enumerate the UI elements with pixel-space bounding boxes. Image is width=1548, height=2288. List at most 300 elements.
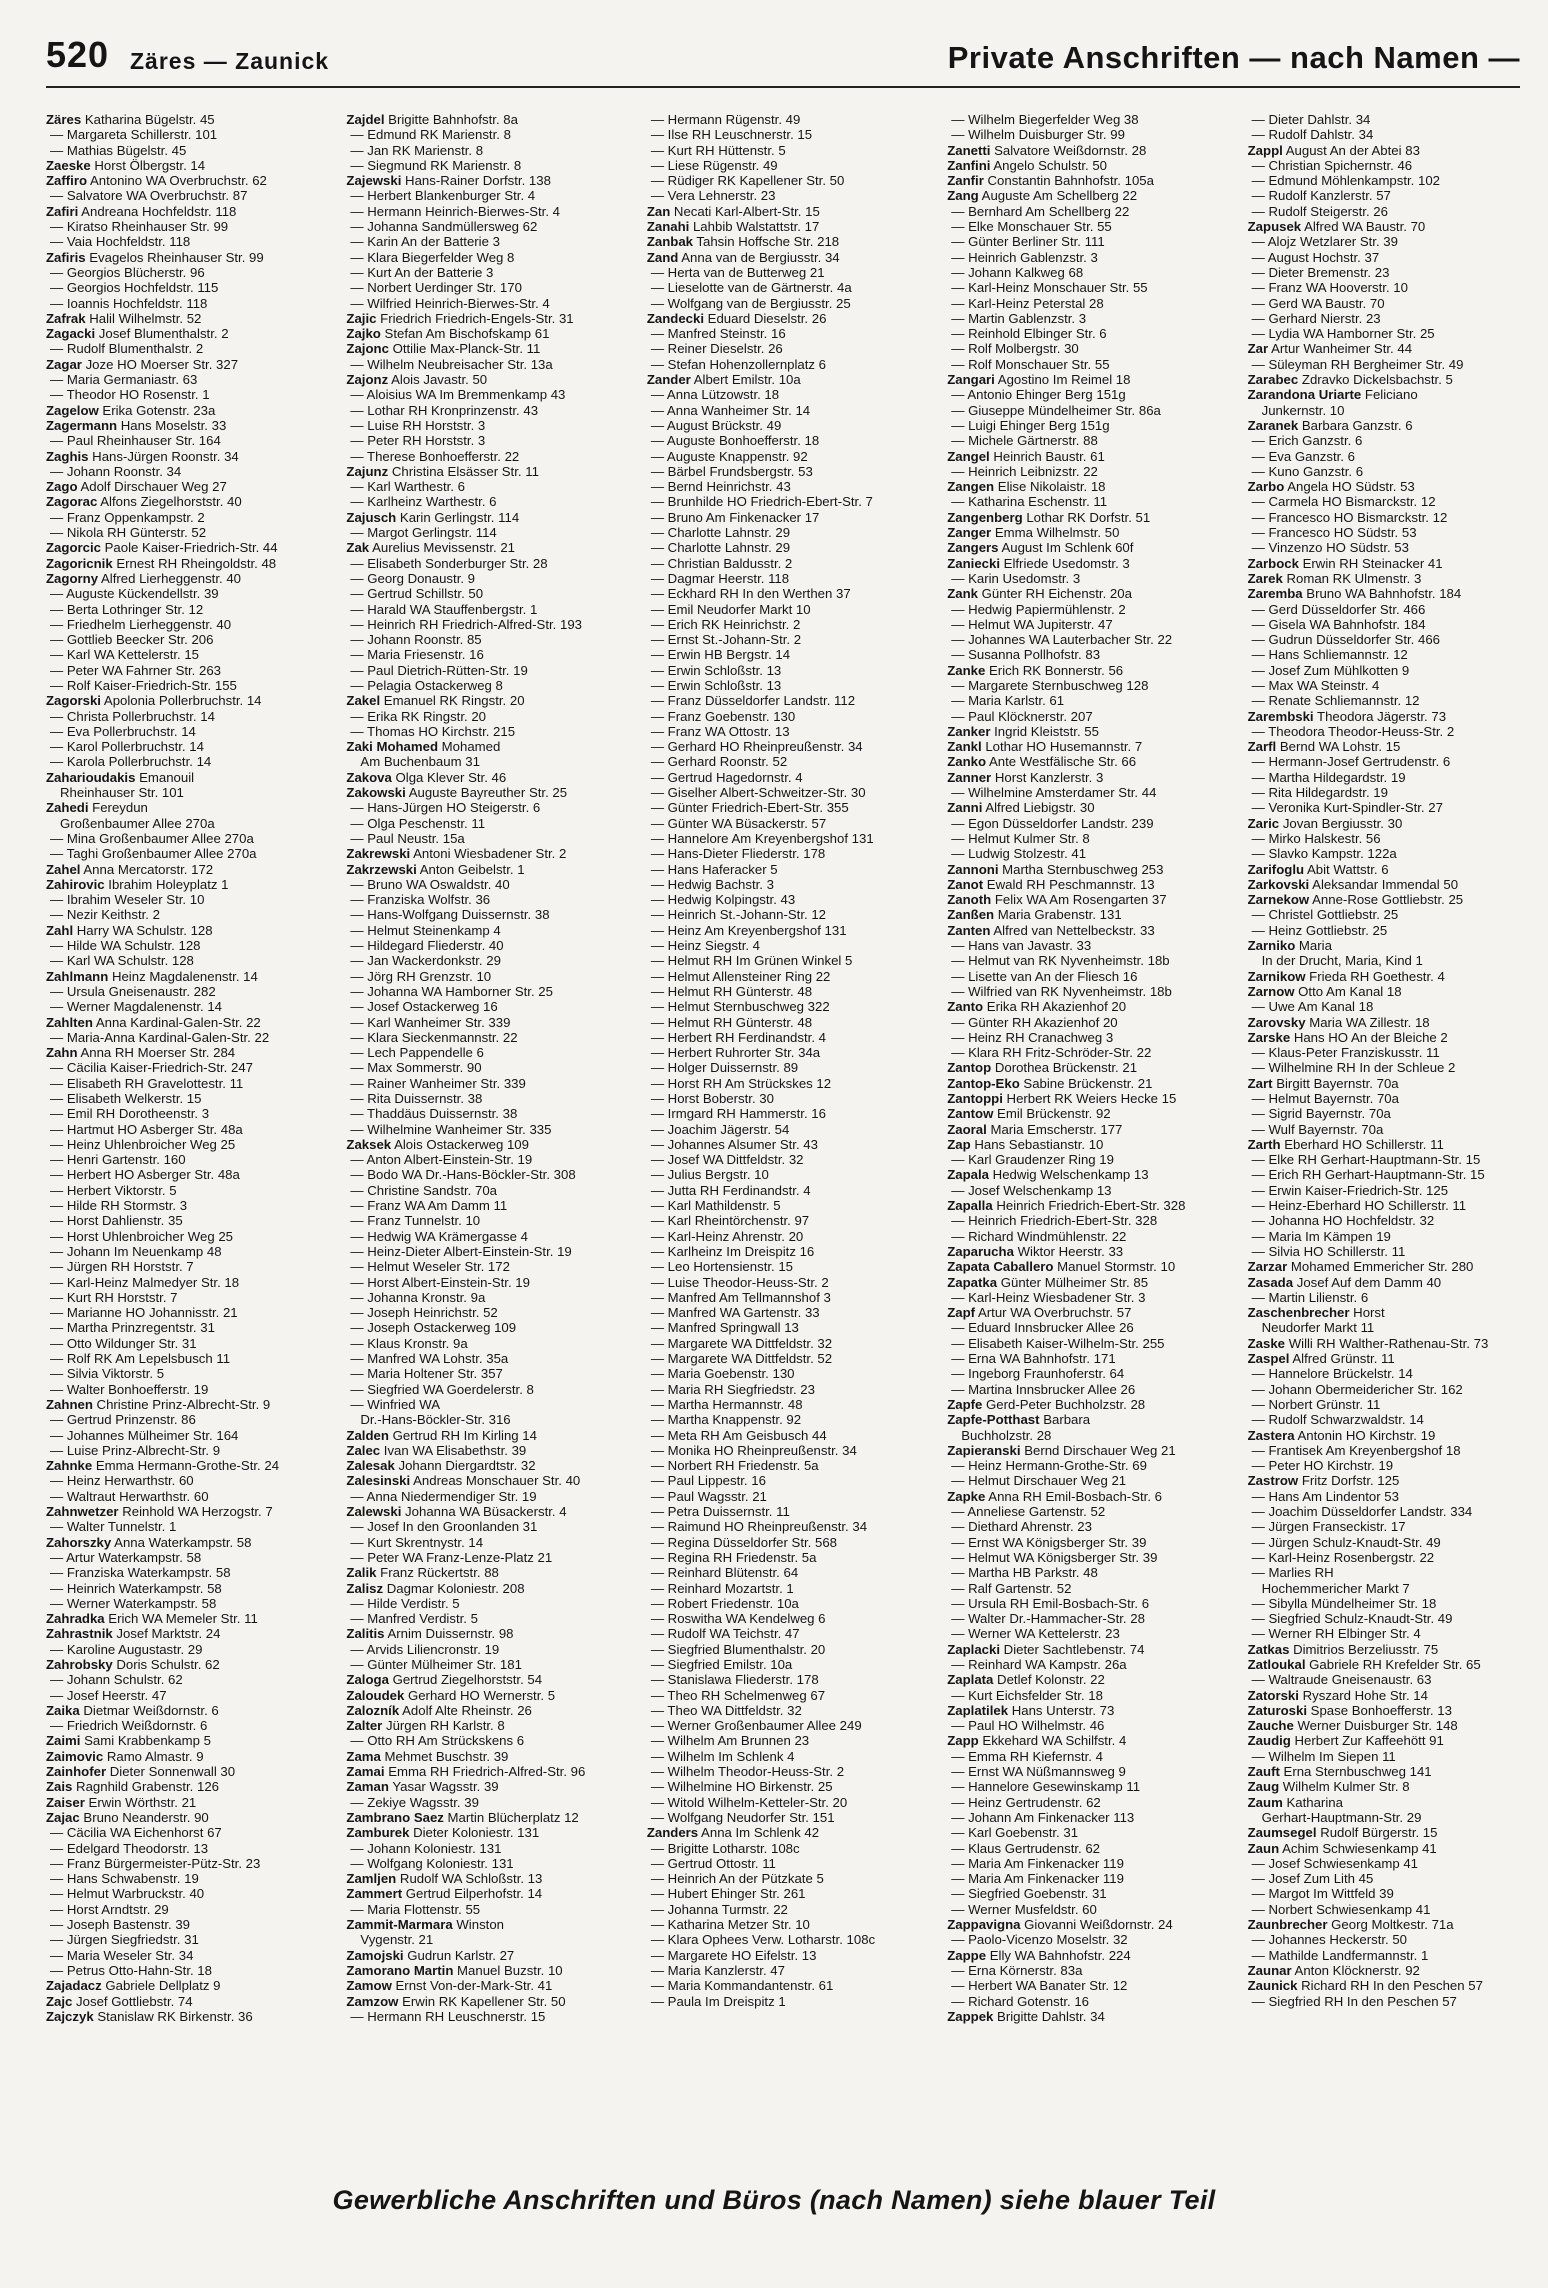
entry-details: — Josef In den Groonlanden 31: [350, 1519, 538, 1535]
entry-surname: Zafiri: [46, 203, 79, 219]
section-title: Private Anschriften — nach Namen —: [947, 40, 1520, 75]
entry-surname: Zaplatilek: [947, 1702, 1009, 1718]
directory-entry: [647, 1535, 937, 1550]
entry-details: — Helmut RH Günterstr. 48: [650, 983, 813, 999]
entry-details: — Brunhilde HO Friedrich-Ebert-Str. 7: [650, 494, 873, 510]
entry-details: — Christel Gottliebstr. 25: [1251, 907, 1399, 923]
directory-entry: [947, 1810, 1237, 1825]
entry-details: Ante Westfälische Str. 66: [986, 754, 1137, 770]
directory-entry: [647, 326, 937, 341]
entry-details: — Karl Rheintörchenstr. 97: [650, 1213, 810, 1229]
directory-entry: [346, 173, 636, 188]
entry-surname: Zapusek: [1247, 219, 1302, 235]
entry-details: Ewald RH Peschmannstr. 13: [983, 876, 1155, 892]
entry-details: — Gerd Düsseldorfer Str. 466: [1251, 601, 1426, 617]
entry-details: — Jörg RH Grenzstr. 10: [350, 968, 492, 984]
directory-entry: [947, 464, 1237, 479]
entry-details: — Siegfried Schulz-Knaudt-Str. 49: [1251, 1611, 1453, 1627]
entry-details: — Walter Dr.-Hammacher-Str. 28: [951, 1611, 1145, 1627]
entry-details: Anton Klöcknerstr. 92: [1291, 1962, 1420, 1978]
entry-details: — Jan RK Marienstr. 8: [350, 142, 484, 158]
directory-entry: [647, 296, 937, 311]
entry-details: — Bruno WA Oswaldstr. 40: [350, 876, 510, 892]
entry-details: — Herbert Ruhrorter Str. 34a: [650, 1045, 821, 1061]
directory-entry: [947, 754, 1237, 769]
directory-entry: [647, 418, 937, 433]
directory-entry: [1248, 816, 1538, 831]
directory-entry: [1248, 143, 1538, 158]
entry-details: — Wolfgang van de Bergiusstr. 25: [650, 295, 851, 311]
entry-details: Brigitte Bahnhofstr. 8a: [384, 112, 518, 127]
entry-details: Antoni Wiesbadener Str. 2: [410, 846, 567, 862]
directory-entry: [647, 1336, 937, 1351]
directory-entry: [1248, 387, 1538, 402]
directory-entry: [1248, 1122, 1538, 1137]
directory-entry: [46, 892, 336, 907]
entry-details: — Georg Donaustr. 9: [350, 570, 476, 586]
entry-details: Artur Wanheimer Str. 44: [1268, 341, 1413, 357]
directory-entry: [1248, 1030, 1538, 1045]
directory-entry: [346, 158, 636, 173]
entry-surname: Zapp: [947, 1733, 979, 1749]
directory-entry: [1248, 250, 1538, 265]
entry-details: — Horst RH Am Strückskes 12: [650, 1075, 832, 1091]
entry-surname: Zanfini: [947, 157, 991, 173]
entry-details: Georg Moltkestr. 71a: [1327, 1917, 1454, 1933]
directory-entry: [46, 1473, 336, 1488]
entry-details: — Wilhelm Biegerfelder Weg 38: [951, 112, 1139, 127]
directory-entry: [346, 204, 636, 219]
directory-entry: [947, 1626, 1237, 1641]
entry-surname: Zalden: [346, 1427, 389, 1443]
directory-entry: [947, 449, 1237, 464]
entry-details: Harry WA Schulstr. 128: [73, 922, 213, 938]
entry-details: — Heinz Herwarthstr. 60: [50, 1473, 194, 1489]
directory-entry: [46, 1856, 336, 1871]
directory-entry: [346, 494, 636, 509]
directory-entry: [647, 969, 937, 984]
entry-details: — Wilhelm Theodor-Heuss-Str. 2: [650, 1764, 845, 1780]
entry-surname: Zarandona Uriarte: [1247, 387, 1362, 403]
entry-details: Wiktor Heerstr. 33: [1013, 1243, 1124, 1259]
directory-entry: [647, 280, 937, 295]
entry-details: — Maria Kanzlerstr. 47: [650, 1962, 785, 1978]
entry-surname: Zagar: [46, 356, 82, 372]
entry-surname: Zagorac: [46, 494, 98, 510]
directory-entry: [46, 127, 336, 142]
entry-surname: Zajdel: [346, 112, 385, 127]
directory-entry: [647, 387, 937, 402]
entry-surname: Zaumsegel: [1247, 1825, 1317, 1841]
directory-entry: [346, 1565, 636, 1580]
directory-entry: [947, 709, 1237, 724]
directory-entry: [947, 1244, 1237, 1259]
directory-entry: [947, 1963, 1237, 1978]
entry-details: — Christine Sandstr. 70a: [350, 1182, 498, 1198]
entry-details: Friedrich Friedrich-Engels-Str. 31: [376, 310, 574, 326]
entry-details: — Martha Hermannstr. 48: [650, 1396, 803, 1412]
directory-entry: [346, 1428, 636, 1443]
entry-details: — Karl Mathildenstr. 5: [650, 1198, 781, 1214]
directory-entry: [647, 1596, 937, 1611]
entry-surname: Zajonz: [346, 372, 389, 388]
directory-entry: [1248, 433, 1538, 448]
directory-entry: [346, 1458, 636, 1473]
directory-entry: [1248, 1749, 1538, 1764]
directory-entry: [1248, 1229, 1538, 1244]
directory-entry: [46, 1244, 336, 1259]
entry-details: — Reinhard Mozartstr. 1: [650, 1580, 794, 1596]
entry-details: Alois Ostackerweg 109: [391, 1136, 529, 1152]
directory-entry: [346, 678, 636, 693]
entry-details: — Erna Körnerstr. 83a: [951, 1962, 1083, 1978]
directory-listing: [46, 112, 1538, 2160]
directory-entry: [647, 1550, 937, 1565]
entry-details: — Auguste Bonhoefferstr. 18: [650, 433, 820, 449]
directory-entry: [46, 1764, 336, 1779]
directory-entry: [346, 1382, 636, 1397]
directory-entry: [647, 1657, 937, 1672]
entry-details: Frieda RH Goethestr. 4: [1305, 968, 1445, 984]
entry-surname: Zahnwetzer: [46, 1504, 119, 1520]
entry-details: Dagmar Koloniestr. 208: [383, 1580, 525, 1596]
entry-details: — Karl WA Schulstr. 128: [50, 953, 194, 969]
directory-entry: [1248, 969, 1538, 984]
entry-surname: Zagelow: [46, 402, 99, 418]
entry-details: — Maria Germaniastr. 63: [50, 372, 198, 388]
entry-surname: Zajac: [46, 1809, 80, 1825]
directory-entry: [346, 1504, 636, 1519]
entry-surname: Zan: [646, 203, 671, 219]
entry-details: — Irmgard RH Hammerstr. 16: [650, 1106, 826, 1122]
entry-details: Johanna WA Büsackerstr. 4: [401, 1504, 567, 1520]
directory-entry: [346, 1733, 636, 1748]
entry-surname: Zamorano Martin: [346, 1962, 454, 1978]
entry-details: Brigitte Dahlstr. 34: [993, 2008, 1105, 2024]
directory-entry: [947, 280, 1237, 295]
entry-details: Alfred Lierheggenstr. 40: [98, 570, 241, 586]
entry-surname: Zannoni: [947, 861, 999, 877]
entry-details: — Karl Goebenstr. 31: [951, 1825, 1079, 1841]
directory-entry: [46, 1917, 336, 1932]
entry-details: Erich RK Bonnerstr. 56: [985, 662, 1124, 678]
entry-surname: Zahirovic: [46, 876, 105, 892]
directory-entry: [346, 1489, 636, 1504]
entry-details: Josef Marktstr. 24: [112, 1626, 221, 1642]
entry-details: — Reinhard WA Kampstr. 26a: [951, 1656, 1127, 1672]
entry-surname: Zaudig: [1247, 1733, 1291, 1749]
directory-entry: [647, 479, 937, 494]
directory-entry: [346, 1320, 636, 1335]
directory-entry: [947, 892, 1237, 907]
entry-details: Horst Ölbergstr. 14: [90, 157, 206, 173]
entry-details: — Francesco HO Bismarckstr. 12: [1251, 509, 1448, 525]
entry-details: — Klaus-Peter Franziskusstr. 11: [1251, 1045, 1440, 1061]
directory-entry: [947, 1733, 1237, 1748]
directory-entry: [947, 1428, 1237, 1443]
entry-surname: Zamljen: [346, 1871, 397, 1887]
entry-surname: Zajadacz: [46, 1978, 102, 1994]
entry-details: — Witold Wilhelm-Ketteler-Str. 20: [650, 1794, 848, 1810]
directory-entry: [346, 234, 636, 249]
directory-entry: [1248, 953, 1538, 968]
directory-entry: [947, 1764, 1237, 1779]
directory-entry: [947, 1106, 1237, 1121]
directory-entry: [647, 1626, 937, 1641]
entry-surname: Zaschenbrecher: [1247, 1305, 1350, 1321]
directory-entry: [1248, 586, 1538, 601]
entry-details: — Maria Am Finkenacker 119: [951, 1871, 1124, 1887]
entry-details: — Rita Duissernstr. 38: [350, 1091, 483, 1106]
entry-details: In der Drucht, Maria, Kind 1: [1261, 953, 1423, 969]
entry-details: Manuel Stormstr. 10: [1053, 1259, 1176, 1275]
entry-details: Abit Wattstr. 6: [1304, 861, 1389, 877]
entry-details: — Elisabeth Sonderburger Str. 28: [350, 555, 548, 571]
entry-details: — Martha HB Parkstr. 48: [951, 1565, 1098, 1581]
page-name-range: Zäres — Zaunick: [130, 48, 330, 74]
entry-details: — Luise Prinz-Albrecht-Str. 9: [50, 1442, 221, 1458]
directory-entry: [947, 2009, 1237, 2024]
directory-entry: [1248, 754, 1538, 769]
directory-entry: [46, 1076, 336, 1091]
directory-entry: [46, 571, 336, 586]
directory-entry: [647, 938, 937, 953]
entry-details: Roman RK Ulmenstr. 3: [1282, 570, 1422, 586]
directory-entry: [947, 1932, 1237, 1947]
directory-entry: [647, 219, 937, 234]
entry-details: — Theodor HO Rosenstr. 1: [50, 387, 210, 403]
directory-entry: [346, 1581, 636, 1596]
directory-entry: [1248, 510, 1538, 525]
directory-entry: [346, 311, 636, 326]
entry-details: — Franziska Waterkampstr. 58: [50, 1565, 231, 1581]
directory-entry: [1248, 1856, 1538, 1871]
directory-entry: [947, 1198, 1237, 1213]
entry-details: Apolonia Pollerbruchstr. 14: [100, 693, 262, 709]
entry-details: — Walter Tunnelstr. 1: [50, 1519, 177, 1535]
directory-entry: [346, 403, 636, 418]
entry-details: — Giuseppe Mündelheimer Str. 86a: [951, 402, 1161, 418]
entry-details: — Hannelore Am Kreyenbergshof 131: [650, 830, 874, 846]
directory-entry: [46, 754, 336, 769]
entry-details: — Luise RH Horststr. 3: [350, 417, 486, 433]
entry-details: — Horst Albert-Einstein-Str. 19: [350, 1274, 530, 1290]
directory-entry: [947, 1473, 1237, 1488]
entry-surname: Zäres: [46, 112, 82, 127]
entry-details: Ottilie Max-Planck-Str. 11: [388, 341, 541, 357]
entry-details: — Arvids Liliencronstr. 19: [350, 1641, 500, 1657]
entry-surname: Zalec: [346, 1442, 381, 1458]
directory-entry: [1248, 540, 1538, 555]
entry-details: — Wulf Bayernstr. 70a: [1251, 1121, 1384, 1137]
entry-details: Necati Karl-Albert-Str. 15: [670, 203, 820, 219]
entry-details: — Emil Neudorfer Markt 10: [650, 601, 811, 617]
directory-entry: [647, 1473, 937, 1488]
entry-details: — Günter Mülheimer Str. 181: [350, 1656, 522, 1672]
entry-details: Werner Duisburger Str. 148: [1293, 1718, 1458, 1734]
entry-details: — Nezir Keithstr. 2: [50, 907, 160, 923]
directory-entry: [346, 1978, 636, 1993]
entry-details: Erna Sternbuschweg 141: [1279, 1764, 1432, 1780]
entry-surname: Zahnke: [46, 1458, 93, 1474]
entry-surname: Zaug: [1247, 1779, 1280, 1795]
directory-entry: [346, 449, 636, 464]
directory-entry: [947, 1581, 1237, 1596]
entry-details: Andreana Hochfeldstr. 118: [78, 203, 237, 219]
directory-entry: [46, 1198, 336, 1213]
entry-details: — Josef Zum Mühlkotten 9: [1251, 662, 1410, 678]
directory-entry: [947, 1275, 1237, 1290]
directory-entry: [1248, 1259, 1538, 1274]
entry-details: Ivan WA Elisabethstr. 39: [380, 1442, 527, 1458]
entry-details: — Karin Usedomstr. 3: [951, 570, 1081, 586]
entry-details: Rheinhauser Str. 101: [60, 785, 184, 801]
directory-entry: [46, 678, 336, 693]
entry-surname: Zaske: [1247, 1335, 1286, 1351]
directory-entry: [647, 1213, 937, 1228]
directory-entry: [647, 143, 937, 158]
entry-details: Detlef Kolonstr. 22: [993, 1672, 1105, 1688]
entry-details: Joze HO Moerser Str. 327: [81, 356, 239, 372]
directory-entry: [46, 357, 336, 372]
directory-entry: [947, 387, 1237, 402]
directory-entry: [1248, 1428, 1538, 1443]
directory-entry: [647, 724, 937, 739]
directory-entry: [1248, 1642, 1538, 1657]
directory-entry: [647, 1076, 937, 1091]
directory-entry: [947, 1229, 1237, 1244]
entry-details: — Rudolf Schwarzwaldstr. 14: [1251, 1412, 1424, 1428]
entry-details: Buchholzstr. 28: [961, 1427, 1052, 1443]
directory-entry: [46, 1611, 336, 1626]
directory-entry: [346, 2009, 636, 2024]
directory-entry: [647, 754, 937, 769]
directory-entry: [647, 846, 937, 861]
entry-surname: Zalisz: [346, 1580, 384, 1596]
entry-details: Dieter Sonnenwall 30: [106, 1764, 236, 1780]
entry-details: Herbert RK Weiers Hecke 15: [1002, 1091, 1177, 1106]
entry-details: — Johanna Kronstr. 9a: [350, 1289, 486, 1305]
directory-entry: [947, 433, 1237, 448]
entry-details: — Vera Lehnerstr. 23: [650, 188, 776, 204]
entry-details: Josef Gottliebstr. 74: [72, 1993, 193, 2009]
directory-entry: [647, 1275, 937, 1290]
entry-surname: Zanfir: [947, 173, 984, 189]
entry-details: — Maria Karlstr. 61: [951, 693, 1065, 709]
entry-details: — Artur Waterkampstr. 58: [50, 1549, 202, 1565]
entry-surname: Zarbo: [1247, 479, 1285, 495]
entry-details: — Werner Großenbaumer Allee 249: [650, 1718, 862, 1734]
entry-details: — Karl-Heinz Wiesbadener Str. 3: [951, 1289, 1146, 1305]
entry-details: — Katharina Metzer Str. 10: [650, 1917, 810, 1933]
entry-details: Adolf Dirschauer Weg 27: [77, 479, 227, 495]
directory-entry: [46, 693, 336, 708]
entry-details: — Rudolf WA Teichstr. 47: [650, 1626, 800, 1642]
directory-entry: [346, 1366, 636, 1381]
entry-details: — Max WA Steinstr. 4: [1251, 677, 1380, 693]
directory-entry: [647, 831, 937, 846]
entry-details: — Herbert Blankenburger Str. 4: [350, 188, 536, 204]
entry-surname: Zagorny: [46, 570, 99, 586]
directory-entry: [947, 724, 1237, 739]
directory-entry: [1248, 632, 1538, 647]
entry-details: Martin Blücherplatz 12: [443, 1809, 579, 1825]
entry-details: — Johanna Sandmüllersweg 62: [350, 219, 538, 235]
entry-details: — Peter WA Fahrner Str. 263: [50, 662, 222, 678]
directory-entry: [46, 1183, 336, 1198]
directory-entry: [46, 663, 336, 678]
directory-entry: [647, 1290, 937, 1305]
entry-details: — Erwin Schloßstr. 13: [650, 677, 782, 693]
entry-surname: Zago: [46, 479, 78, 495]
directory-entry: [1248, 1060, 1538, 1075]
entry-details: — August Hochstr. 37: [1251, 249, 1380, 265]
entry-details: — Reinhard Blütenstr. 64: [650, 1565, 799, 1581]
directory-entry: [647, 739, 937, 754]
entry-surname: Zarek: [1247, 570, 1283, 586]
directory-entry: [1248, 693, 1538, 708]
entry-details: — Klara Biegerfelder Weg 8: [350, 249, 515, 265]
entry-details: — Wilhelmine HO Birkenstr. 25: [650, 1779, 833, 1795]
entry-details: — Bernhard Am Schellberg 22: [951, 203, 1130, 219]
directory-entry: [346, 1473, 636, 1488]
entry-details: — Gerhard Nierstr. 23: [1251, 310, 1381, 326]
entry-details: Olga Klever Str. 46: [391, 769, 507, 785]
entry-surname: Zart: [1247, 1075, 1273, 1091]
entry-details: Halil Wilhelmstr. 52: [85, 310, 202, 326]
directory-entry: [1248, 326, 1538, 341]
entry-details: — Hilde RH Stormstr. 3: [50, 1198, 188, 1214]
directory-entry: [1248, 525, 1538, 540]
directory-entry: [1248, 999, 1538, 1014]
directory-entry: [647, 1795, 937, 1810]
entry-details: — Jan Wackerdonkstr. 29: [350, 953, 501, 969]
entry-details: — Stanislawa Fliederstr. 178: [650, 1672, 819, 1688]
directory-entry: [46, 250, 336, 265]
directory-entry: [46, 1733, 336, 1748]
directory-entry: [947, 647, 1237, 662]
entry-details: — Martha Hildegardstr. 19: [1251, 769, 1406, 785]
page-header: [46, 34, 1520, 88]
directory-entry: [346, 831, 636, 846]
directory-entry: [346, 862, 636, 877]
entry-details: — Joachim Jägerstr. 54: [650, 1121, 790, 1137]
entry-details: — Heinz-Eberhard HO Schillerstr. 11: [1251, 1198, 1467, 1214]
entry-details: Feliciano: [1361, 387, 1418, 403]
entry-details: Anna Im Schlenk 42: [698, 1825, 820, 1841]
directory-entry: [1248, 923, 1538, 938]
directory-entry: [346, 709, 636, 724]
entry-details: — Christa Pollerbruchstr. 14: [50, 708, 215, 724]
entry-details: Emanouil: [135, 769, 195, 785]
directory-entry: [947, 1091, 1237, 1106]
entry-details: — Dieter Dahlstr. 34: [1251, 112, 1371, 127]
entry-details: Johann Diergardtstr. 32: [394, 1458, 536, 1474]
directory-entry: [46, 1167, 336, 1182]
entry-surname: Zauche: [1247, 1718, 1294, 1734]
directory-entry: [346, 1688, 636, 1703]
entry-surname: Zangari: [947, 372, 995, 388]
directory-entry: [947, 1917, 1237, 1932]
entry-details: — Hildegard Fliederstr. 40: [350, 938, 504, 954]
directory-entry: [46, 1779, 336, 1794]
entry-details: Ramo Almastr. 9: [103, 1748, 204, 1764]
entry-surname: Zantow: [947, 1106, 994, 1122]
directory-entry: [647, 1366, 937, 1381]
directory-entry: [647, 1841, 937, 1856]
entry-surname: Zarfl: [1247, 739, 1277, 755]
directory-entry: [46, 1259, 336, 1274]
